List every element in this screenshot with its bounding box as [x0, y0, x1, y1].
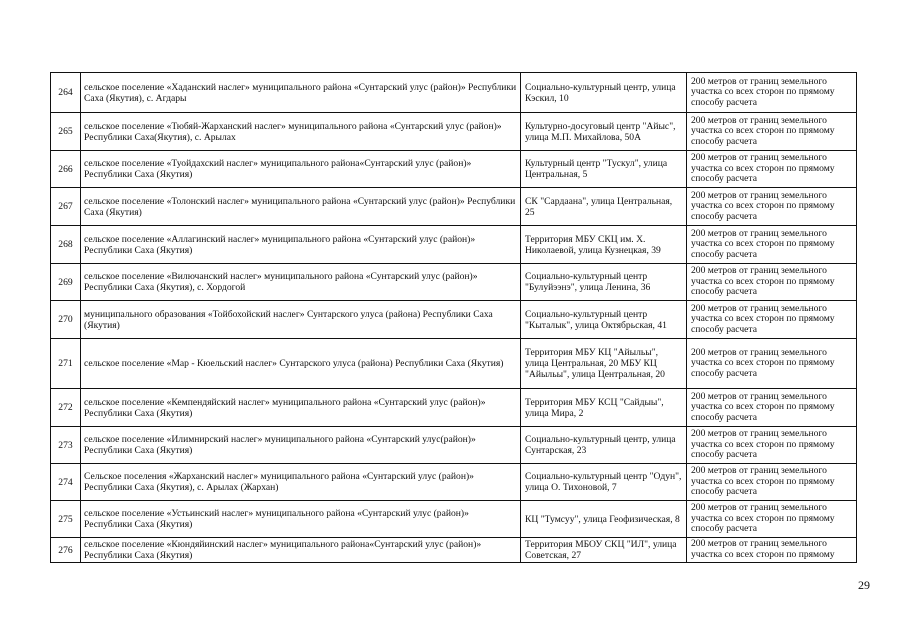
settlement-name: сельское поселение «Илимнирский наслег» муниципального района «Сунтарский улус(район)» Республики Саха (Якутия): [81, 427, 521, 464]
distance-rule: 200 метров от границ земельного участка со всех сторон по прямому способу расчета: [687, 389, 857, 427]
distance-rule: 200 метров от границ земельного участка со всех сторон по прямому способу расчета: [687, 151, 857, 188]
table-row: [51, 264, 857, 301]
distance-rule: 200 метров от границ земельного участка со всех сторон по прямому способу расчета: [687, 464, 857, 501]
polling-locations-table: [50, 72, 857, 563]
settlement-name: сельское поселение «Устьинский наслег» муниципального района «Сунтарский улус (район)» Республики Саха (Якутия): [81, 501, 521, 538]
table-row: [51, 73, 857, 113]
row-number: 272: [51, 389, 81, 427]
row-number: 265: [51, 113, 81, 151]
row-number: 273: [51, 427, 81, 464]
table-row: [51, 339, 857, 389]
settlement-name: сельское поселение «Аллагинский наслег» муниципального района «Сунтарский улус (район)» Республики Саха (Якутия): [81, 226, 521, 264]
row-number: 268: [51, 226, 81, 264]
distance-rule: 200 метров от границ земельного участка со всех сторон по прямому способу расчета: [687, 226, 857, 264]
distance-rule: 200 метров от границ земельного участка со всех сторон по прямому способу расчета: [687, 501, 857, 538]
location-address: Культурный центр "Тускул", улица Центральная, 5: [521, 151, 687, 188]
location-address: Территория МБУ КСЦ "Сайдыы", улица Мира, 2: [521, 389, 687, 427]
table-row: [51, 226, 857, 264]
row-number: 269: [51, 264, 81, 301]
row-number: 274: [51, 464, 81, 501]
location-address: Культурно-досуговый центр "Айыс", улица М.П. Михайлова, 50А: [521, 113, 687, 151]
location-address: Территория МБОУ СКЦ "ИЛ", улица Советская, 27: [521, 538, 687, 563]
row-number: 270: [51, 301, 81, 339]
table-row: [51, 151, 857, 188]
row-number: 266: [51, 151, 81, 188]
location-address: Социально-культурный центр, улица Сунтарская, 23: [521, 427, 687, 464]
table-row: [51, 464, 857, 501]
table-row: [51, 538, 857, 563]
distance-rule: 200 метров от границ земельного участка со всех сторон по прямому способу расчета: [687, 301, 857, 339]
page-number: 29: [858, 578, 870, 592]
location-address: Социально-культурный центр "Кыталык", улица Октябрьская, 41: [521, 301, 687, 339]
table-row: [51, 301, 857, 339]
distance-rule: 200 метров от границ земельного участка со всех сторон по прямому способу расчета: [687, 264, 857, 301]
distance-rule: 200 метров от границ земельного участка со всех сторон по прямому способу расчета: [687, 188, 857, 226]
location-address: Социально-культурный центр "Булуйээнэ", улица Ленина, 36: [521, 264, 687, 301]
settlement-name: сельское поселение «Туойдахский наслег» муниципального района«Сунтарский улус (район)» Республики Саха (Якутия): [81, 151, 521, 188]
location-address: Территория МБУ СКЦ им. Х. Николаевой, улица Кузнецкая, 39: [521, 226, 687, 264]
settlement-name: сельское поселение «Мар - Кюельский наслег» Сунтарского улуса (района) Республики Саха (Якутия): [81, 339, 521, 389]
settlement-name: сельское поселение «Кемпендяйский наслег» муниципального района «Сунтарский улус (район)» Республики Саха (Якутия): [81, 389, 521, 427]
location-address: Территория МБУ КЦ "Айыльы", улица Центральная, 20 МБУ КЦ "Айыльы", улица Центральная, 20: [521, 339, 687, 389]
distance-rule: 200 метров от границ земельного участка со всех сторон по прямому способу расчета: [687, 113, 857, 151]
table-row: [51, 188, 857, 226]
location-address: Социально-культурный центр, улица Кэскил, 10: [521, 73, 687, 113]
location-address: СК "Сардаана", улица Центральная, 25: [521, 188, 687, 226]
row-number: 264: [51, 73, 81, 113]
settlement-name: сельское поселение «Тюбяй-Жарханский наслег» муниципального района «Сунтарский улус (район)» Республики Саха(Якутия), с. Арылах: [81, 113, 521, 151]
distance-rule: 200 метров от границ земельного участка со всех сторон по прямому способу расчета: [687, 427, 857, 464]
row-number: 267: [51, 188, 81, 226]
distance-rule: 200 метров от границ земельного участка со всех сторон по прямому: [687, 538, 857, 563]
table-row: [51, 427, 857, 464]
table-row: [51, 389, 857, 427]
settlement-name: сельское поселение «Вилючанский наслег» муниципального района «Сунтарский улус (район)» Республики Саха (Якутия), с. Хордогой: [81, 264, 521, 301]
row-number: 271: [51, 339, 81, 389]
table-row: [51, 501, 857, 538]
distance-rule: 200 метров от границ земельного участка со всех сторон по прямому способу расчета: [687, 73, 857, 113]
row-number: 275: [51, 501, 81, 538]
settlement-name: сельское поселение «Хаданский наслег» муниципального района «Сунтарский улус (район)» Республики Саха (Якутия), с. Агдары: [81, 73, 521, 113]
location-address: Социально-культурный центр "Одун", улица О. Тихоновой, 7: [521, 464, 687, 501]
settlement-name: муниципального образования «Тойбохойский наслег» Сунтарского улуса (района) Республики Саха (Якутия): [81, 301, 521, 339]
location-address: КЦ "Тумсуу", улица Геофизическая, 8: [521, 501, 687, 538]
row-number: 276: [51, 538, 81, 563]
distance-rule: 200 метров от границ земельного участка со всех сторон по прямому способу расчета: [687, 339, 857, 389]
settlement-name: сельское поселение «Толонский наслег» муниципального района «Сунтарский улус (район)» Республики Саха (Якутия): [81, 188, 521, 226]
settlement-name: сельское поселение «Кюндяйинский наслег» муниципального района«Сунтарский улус (район)» Республики Саха (Якутия): [81, 538, 521, 563]
settlement-name: Сельское поселения «Жарханский наслег» муниципального района «Сунтарский улус (район)» Республики Саха (Якутия), с. Арылах (Жархан): [81, 464, 521, 501]
table-row: [51, 113, 857, 151]
table-body: [51, 73, 857, 563]
